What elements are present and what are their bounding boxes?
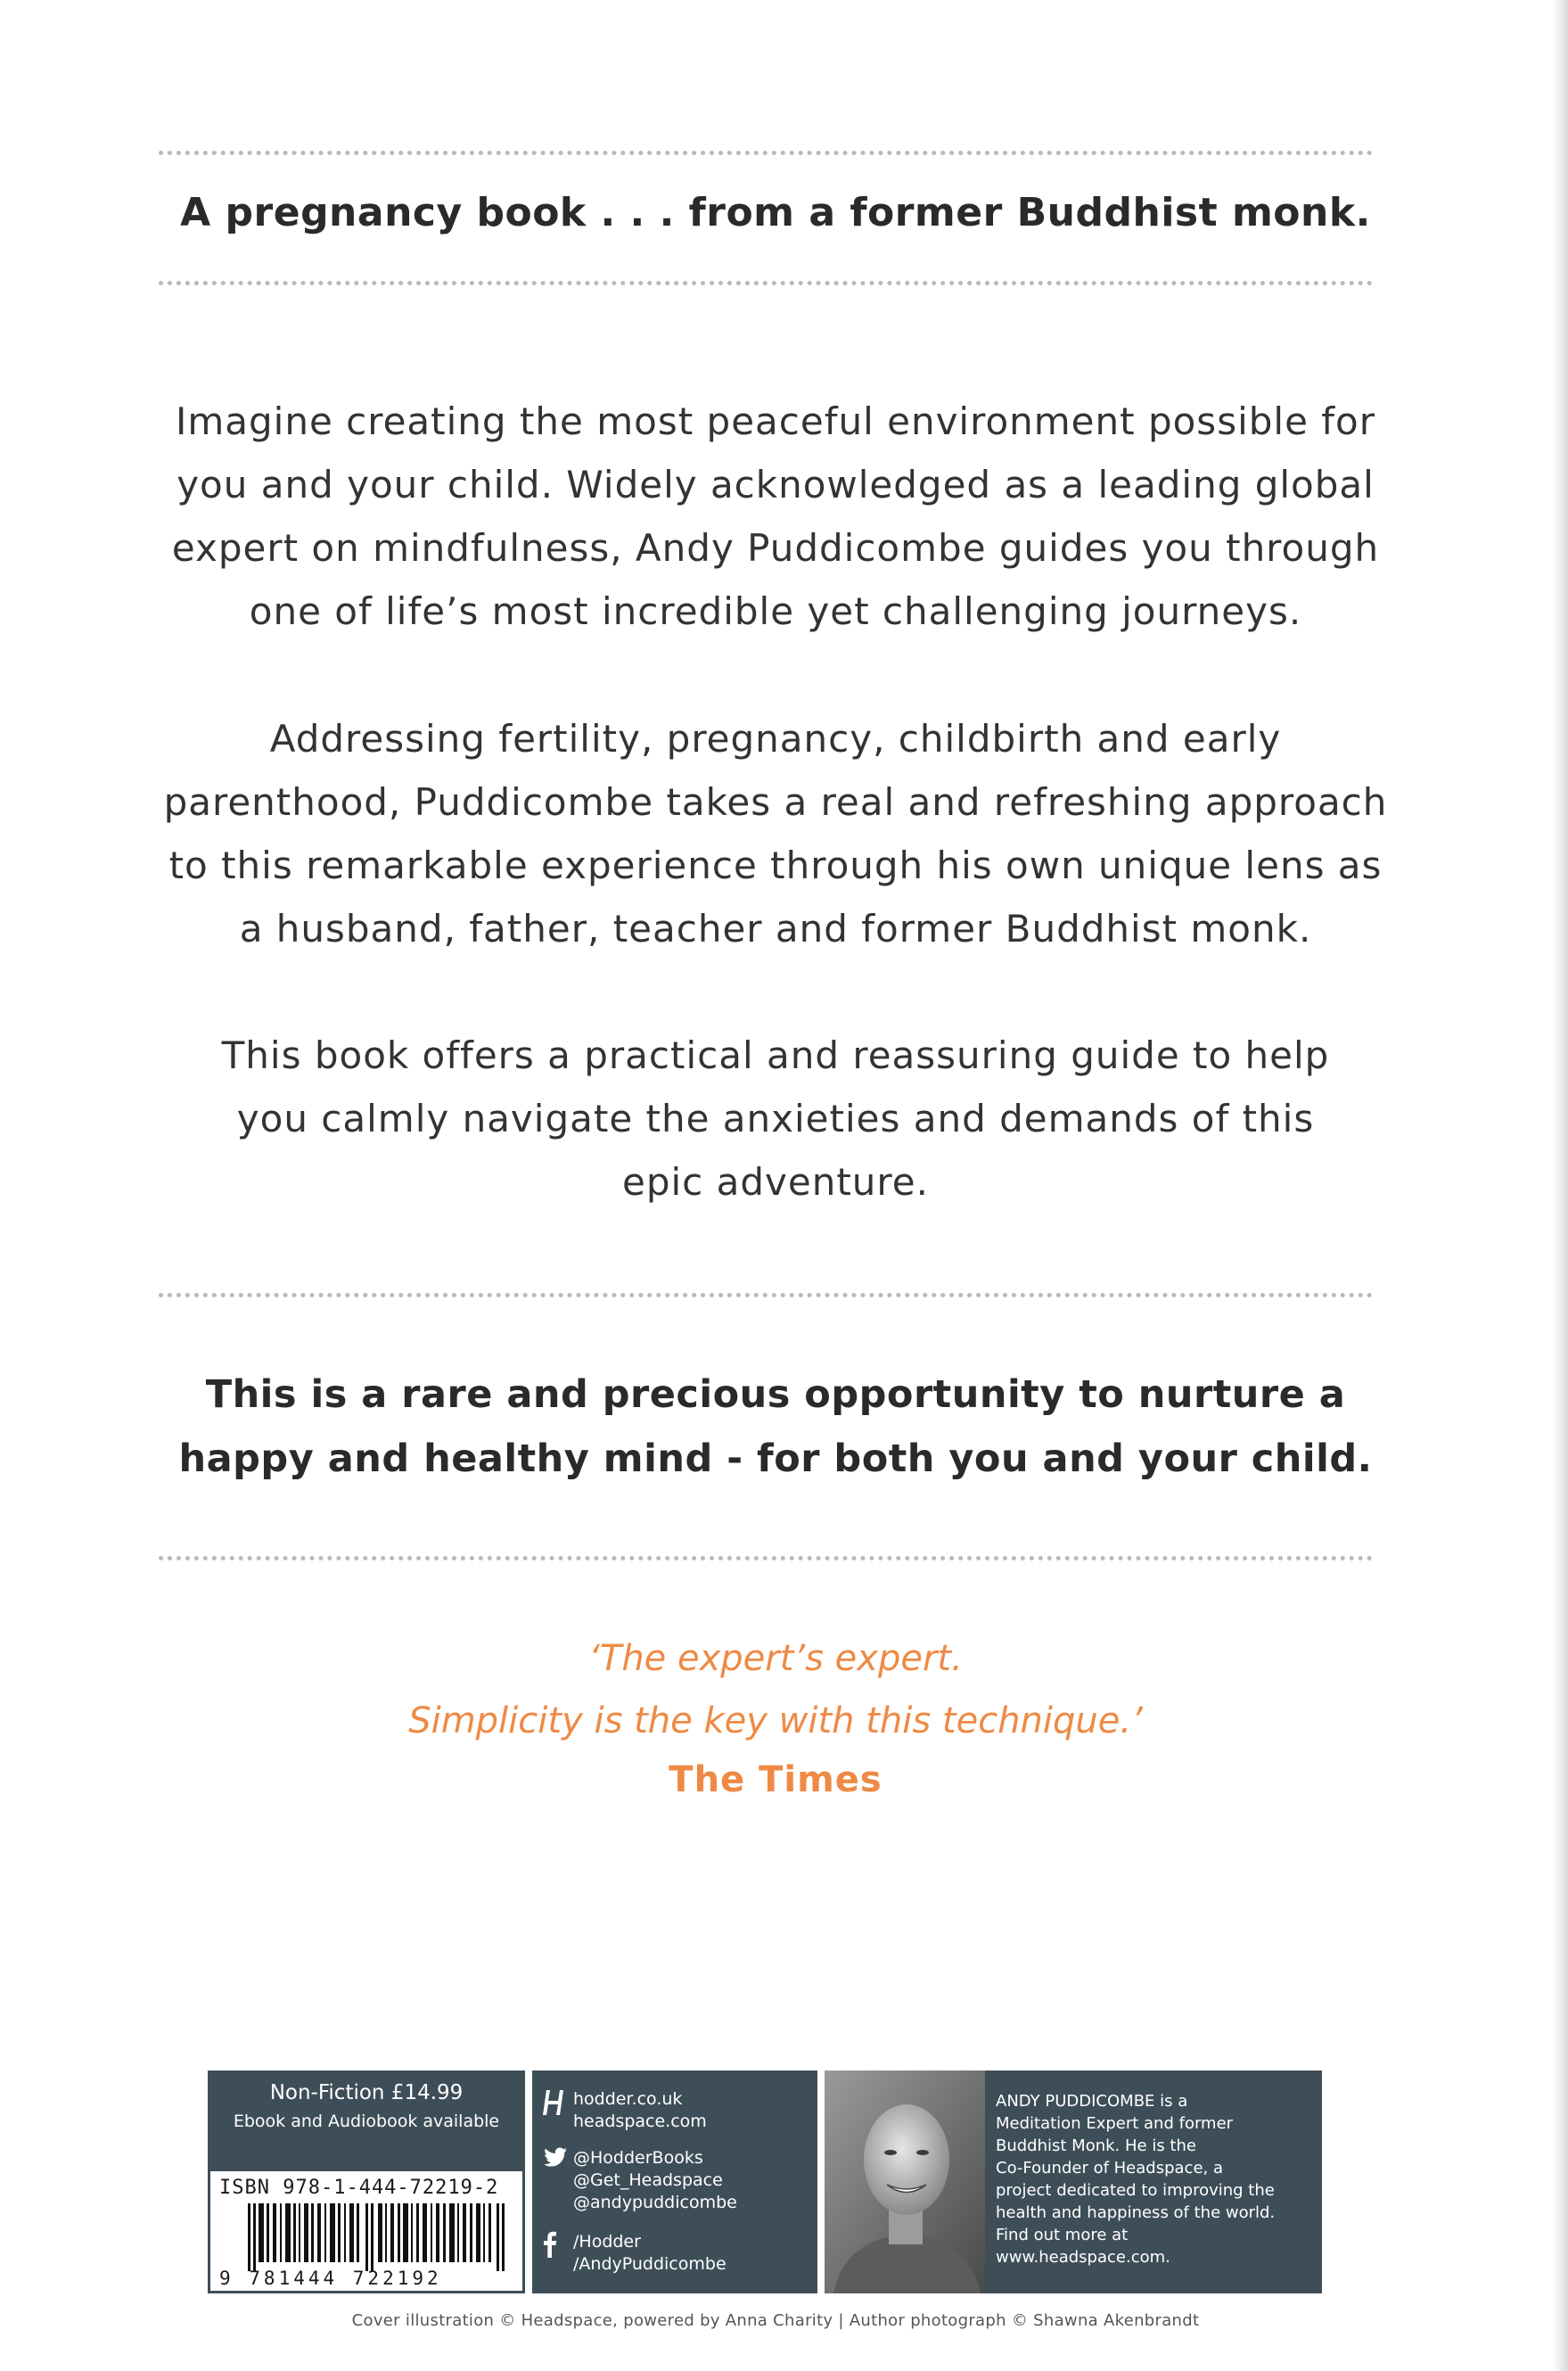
barcode-digits: 9 781444 722192 [219, 2268, 442, 2289]
paragraph-line: This book offers a practical and reassuring guide to help [221, 1033, 1330, 1077]
paragraph-line: you calmly navigate the anxieties and demands of this [236, 1097, 1315, 1140]
dotted-divider [159, 1556, 1373, 1560]
twitter-links [543, 2147, 737, 2214]
facebook-icon [543, 2231, 573, 2262]
author-bio-panel [825, 2071, 1322, 2293]
paragraph-line: Imagine creating the most peaceful environment possible for [175, 399, 1376, 443]
author-bio [996, 2090, 1309, 2268]
paragraph-line: expert on mindfulness, Andy Puddicombe guides you through [171, 526, 1380, 570]
paragraph-line: to this remarkable experience through his own unique lens as [168, 844, 1383, 887]
barcode [208, 2169, 525, 2293]
bio-line: ANDY PUDDICOMBE is a [996, 2092, 1188, 2111]
quote-line: Simplicity is the key with this technique.’ [408, 1700, 1143, 1741]
closing-statement [89, 1363, 1462, 1491]
paragraph-line: parenthood, Puddicombe takes a real and refreshing approach [163, 780, 1388, 824]
quote-source: The Times [669, 1759, 883, 1800]
isbn-label: ISBN 978-1-444-72219-2 [219, 2177, 499, 2199]
dotted-divider [159, 281, 1373, 285]
bio-line: Meditation Expert and former [996, 2114, 1234, 2133]
quote-line: ‘The expert’s expert. [588, 1638, 963, 1679]
closing-line: happy and healthy mind - for both you and your child. [178, 1437, 1373, 1481]
links-panel [532, 2071, 817, 2293]
facebook-page[interactable]: /AndyPuddicombe [573, 2254, 727, 2274]
bio-line: health and happiness of the world. [996, 2203, 1276, 2222]
barcode-icon [248, 2203, 506, 2271]
paragraph-line: Addressing fertility, pregnancy, childbirth and early [269, 717, 1282, 761]
paragraph-line: epic adventure. [622, 1160, 929, 1204]
dotted-divider [159, 151, 1373, 155]
closing-line: This is a rare and precious opportunity to nurture a [205, 1372, 1346, 1417]
bio-line[interactable]: www.headspace.com. [996, 2248, 1170, 2267]
bio-line: Find out more at [996, 2226, 1129, 2244]
twitter-handle[interactable]: @andypuddicombe [573, 2193, 737, 2212]
paragraph-2 [89, 707, 1462, 960]
bio-line: Buddhist Monk. He is the [996, 2136, 1196, 2155]
price-panel [208, 2071, 525, 2169]
bio-line: Co-Founder of Headspace, a [996, 2159, 1223, 2178]
headline: A pregnancy book . . . from a former Buddhist monk. [180, 190, 1371, 235]
page-edge-shadow [1552, 0, 1568, 2371]
author-photo [825, 2071, 985, 2293]
paragraph-1 [89, 390, 1462, 643]
web-links [543, 2088, 707, 2133]
paragraph-line: you and your child. Widely acknowledged as a leading global [177, 463, 1375, 506]
bio-line: project dedicated to improving the [996, 2181, 1275, 2200]
web-link[interactable]: headspace.com [573, 2112, 707, 2131]
twitter-handle[interactable]: @HodderBooks [573, 2148, 703, 2168]
availability-label: Ebook and Audiobook available [233, 2112, 500, 2131]
paragraph-3 [89, 1024, 1462, 1214]
web-link[interactable]: hodder.co.uk [573, 2089, 683, 2109]
hodder-h-icon [543, 2088, 573, 2121]
paragraph-line: a husband, father, teacher and former Buddhist monk. [239, 907, 1312, 951]
twitter-bird-icon [543, 2147, 573, 2173]
price-label: Non-Fiction £14.99 [269, 2081, 464, 2104]
review-quote [89, 1627, 1462, 1752]
cover-credits: Cover illustration © Headspace, powered by Anna Charity | Author photograph © Shawna Akenbrandt [351, 2311, 1200, 2330]
facebook-links [543, 2231, 727, 2276]
twitter-handle[interactable]: @Get_Headspace [573, 2170, 723, 2190]
facebook-page[interactable]: /Hodder [573, 2232, 641, 2252]
paragraph-line: one of life’s most incredible yet challenging journeys. [249, 589, 1302, 633]
dotted-divider [159, 1293, 1373, 1297]
